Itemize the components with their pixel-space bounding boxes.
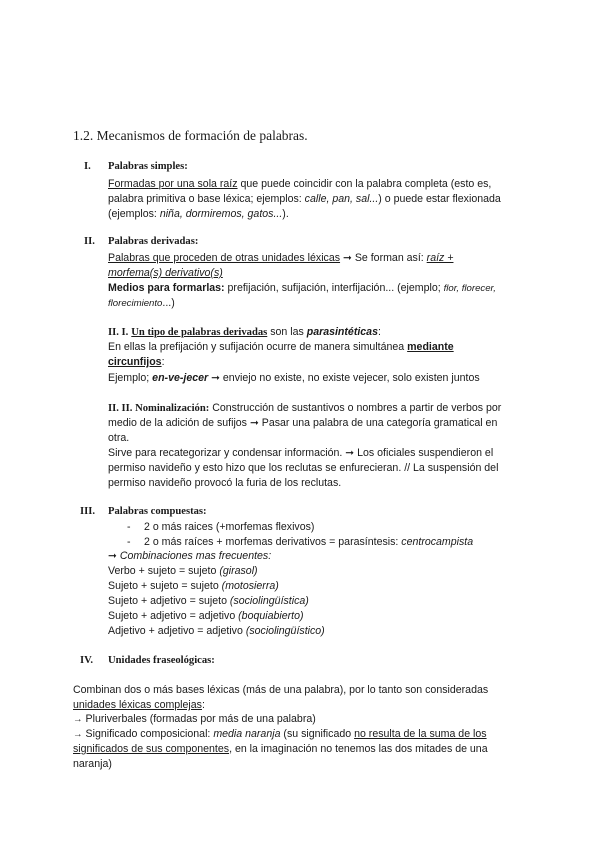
arrow-icon: ➞ [343, 252, 352, 264]
section-numeral-ii: II. [84, 236, 95, 247]
parasinteticas-text: En ellas la prefijación y sufijación ocurre de manera simultánea [108, 341, 408, 353]
simples-line-3 [108, 207, 289, 222]
parasinteticas-term: parasintéticas [306, 326, 378, 338]
nominalizacion-text: Los oficiales suspendieron el [354, 447, 494, 459]
parasinteticas-line-4 [108, 371, 480, 386]
nominalizacion-text: Sirve para recategorizar y condensar información. [108, 447, 346, 459]
medios-text: ...) [162, 297, 175, 309]
compuestas-rule-4 [108, 609, 304, 624]
medios-label: Medios para formarlas: [108, 282, 225, 294]
rule-example: (girasol) [219, 565, 258, 577]
parasinteticas-text: son las [267, 326, 307, 338]
compuestas-text: 2 o más raíces + morfemas derivativos = parasíntesis: [144, 536, 402, 548]
simples-text: (ejemplos: [108, 208, 160, 220]
fraseologicas-text: Pluriverbales (formadas por más de una palabra) [82, 713, 316, 725]
derivadas-line-4 [108, 296, 175, 311]
parasinteticas-example: en-ve-jecer [152, 372, 209, 384]
section-heading-fraseologicas: Unidades fraseológicas: [108, 655, 215, 666]
nominalizacion-line-2 [108, 416, 497, 431]
compuestas-bullet-2 [144, 535, 473, 550]
simples-text: ). [282, 208, 289, 220]
parasinteticas-text: : [377, 326, 381, 338]
rule-formula: Sujeto + adjetivo = sujeto [108, 595, 230, 607]
fraseologicas-example: media naranja [213, 728, 281, 740]
fraseologicas-emphasis-cont: significados de sus componentes [73, 743, 230, 755]
parasinteticas-line-2 [108, 340, 454, 355]
arrow-icon: ➞ [211, 372, 220, 384]
section-numeral-iv: IV. [80, 655, 94, 666]
simples-def-underlined: Formadas por una sola raíz [108, 178, 238, 190]
small-arrow-icon: → [73, 714, 83, 725]
fraseologicas-line-6: naranja) [73, 758, 112, 770]
fraseologicas-term: unidades léxicas complejas [73, 699, 202, 711]
nominalizacion-text: medio de la adición de sufijos [108, 417, 250, 429]
rule-example: (motosierra) [221, 580, 279, 592]
parasinteticas-emphasis: mediante [407, 341, 454, 353]
section-numeral-iii: III. [80, 506, 96, 517]
simples-text: palabra primitiva o base léxica; ejemplos: [108, 193, 305, 205]
fraseologicas-text: (su significado [280, 728, 355, 740]
parasinteticas-text: enviejo no existe, no existe vejecer, solo existen juntos [219, 372, 480, 384]
parasinteticas-text: Ejemplo; [108, 372, 153, 384]
simples-examples: calle, pan, sal... [304, 193, 379, 205]
fraseologicas-text: Significado composicional: [82, 728, 214, 740]
parasinteticas-line-3 [108, 355, 165, 370]
rule-example: (sociolingüístico) [245, 625, 325, 637]
fraseologicas-line-4 [73, 727, 487, 742]
subsection-label-ii-i: II. I. [108, 327, 129, 338]
compuestas-freq-label: Combinaciones mas frecuentes: [116, 550, 272, 562]
medios-text: prefijación, sufijación, interfijación... (ejemplo; [224, 282, 444, 294]
simples-text: ) o puede estar flexionada [378, 193, 501, 205]
nominalizacion-line-5: permiso navideño y esto hizo que los reclutas se enfurecieran. // La suspensión del [108, 462, 499, 474]
compuestas-rule-1 [108, 564, 258, 579]
fraseologicas-line-2 [73, 698, 205, 713]
nominalizacion-line-4 [108, 446, 493, 461]
section-heading-simples: Palabras simples: [108, 161, 188, 172]
derivadas-line-2 [108, 266, 223, 281]
nominalizacion-line-6: permiso navideño provocó la furia de los reclutas. [108, 477, 342, 489]
fraseologicas-emphasis: no resulta de la suma de los [354, 728, 487, 740]
arrow-icon: ➞ [108, 550, 117, 562]
rule-formula: Sujeto + adjetivo = adjetivo [108, 610, 239, 622]
rule-formula: Sujeto + sujeto = sujeto [108, 580, 222, 592]
compuestas-bullet-dash: - [127, 521, 131, 533]
derivadas-text: Se forman así: [351, 252, 427, 264]
compuestas-rule-5 [108, 624, 325, 639]
parasinteticas-text: : [161, 356, 165, 368]
section-numeral-i: I. [84, 161, 91, 172]
parasinteticas-heading: Un tipo de palabras derivadas [131, 327, 268, 338]
fraseologicas-line-5 [73, 742, 488, 757]
fraseologicas-line-3 [73, 712, 316, 727]
fraseologicas-text: : [201, 699, 205, 711]
nominalizacion-line-3: otra. [108, 432, 130, 444]
rule-example: (boquiabierto) [238, 610, 304, 622]
nominalizacion-text: Pasar una palabra de una categoría gramatical en [258, 417, 498, 429]
page-title: 1.2. Mecanismos de formación de palabras. [73, 128, 308, 143]
compuestas-rule-3 [108, 594, 309, 609]
subsection-label-ii-ii: II. II. Nominalización: [108, 403, 210, 414]
section-heading-compuestas: Palabras compuestas: [108, 506, 207, 517]
compuestas-freq [108, 549, 271, 564]
section-heading-derivadas: Palabras derivadas: [108, 236, 199, 247]
rule-formula: Adjetivo + adjetivo = adjetivo [108, 625, 246, 637]
fraseologicas-text: , en la imaginación no tenemos las dos mitades de una [229, 743, 488, 755]
circunfijos-term: circunfijos [108, 356, 162, 368]
derivadas-formula: raíz + [426, 252, 454, 264]
nominalizacion-line-1 [108, 401, 501, 416]
rule-formula: Verbo + sujeto = sujeto [108, 565, 220, 577]
simples-def-rest: que puede coincidir con la palabra completa (esto es, [237, 178, 492, 190]
fraseologicas-line-1: Combinan dos o más bases léxicas (más de una palabra), por lo tanto son consideradas [73, 684, 489, 696]
medios-example-cont: florecimiento [108, 298, 163, 309]
simples-line-2 [108, 192, 501, 207]
compuestas-bullet-1: 2 o más raices (+morfemas flexivos) [144, 521, 315, 533]
arrow-icon: ➞ [345, 447, 355, 459]
small-arrow-icon: → [73, 729, 83, 740]
nominalizacion-text: Construcción de sustantivos o nombres a partir de verbos por [209, 402, 502, 414]
derivadas-line-1 [108, 251, 453, 266]
parasinteticas-line-1 [108, 325, 381, 340]
simples-line-1 [108, 177, 491, 192]
compuestas-example: centrocampista [401, 536, 474, 548]
derivadas-formula-cont: morfema(s) derivativo(s) [108, 267, 223, 279]
compuestas-rule-2 [108, 579, 279, 594]
derivadas-def-underlined: Palabras que proceden de otras unidades léxicas [108, 252, 341, 264]
simples-flexion-examples: niña, dormiremos, gatos... [159, 208, 283, 220]
compuestas-bullet-dash: - [127, 536, 131, 548]
derivadas-line-3 [108, 281, 496, 296]
rule-example: (sociolingüística) [229, 595, 309, 607]
medios-example: flor, florecer, [443, 283, 496, 294]
arrow-icon: ➞ [249, 417, 259, 429]
